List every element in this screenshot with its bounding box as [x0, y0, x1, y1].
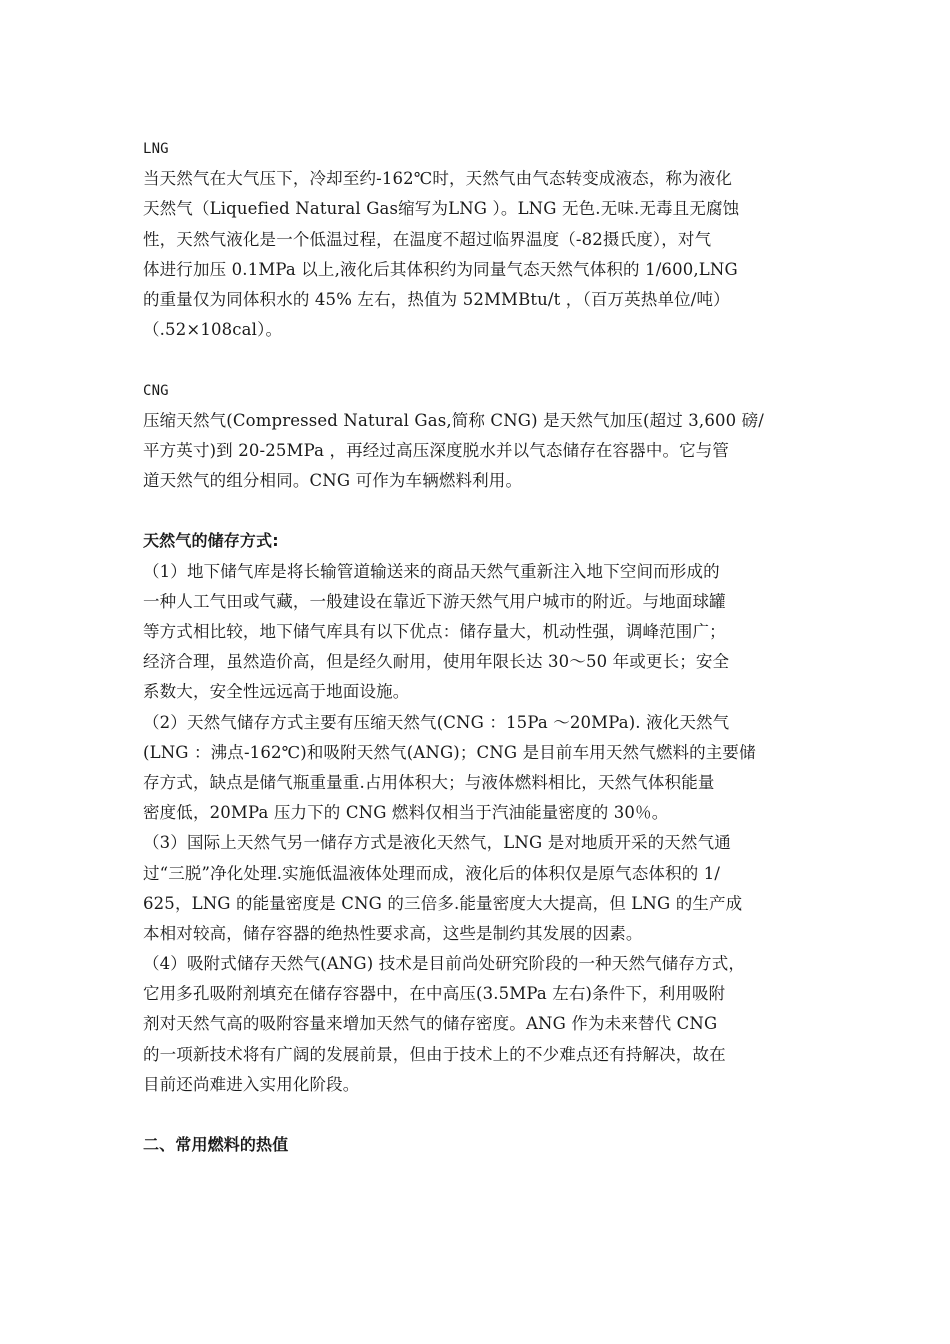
storage-line: 密度低，20MPa 压力下的 CNG 燃料仅相当于汽油能量密度的 30％。 [143, 803, 669, 823]
lng-line: 体进行加压 0.1MPa 以上,液化后其体积约为同量气态天然气体积的 1/600,LNG [143, 259, 738, 279]
lng-line: 性，天然气液化是一个低温过程，在温度不超过临界温度（-82摄氏度），对气 [143, 229, 712, 249]
spacer [143, 345, 811, 375]
spacer [143, 496, 811, 526]
section2-heading: 二、常用燃料的热值 [143, 1135, 289, 1155]
storage-line: 目前还尚难进入实用化阶段。 [143, 1074, 360, 1094]
storage-line: 过“三脱”净化处理.实施低温液体处理而成，液化后的体积仅是原气态体积的 1/ [143, 863, 721, 883]
storage-paragraphs [143, 557, 811, 1100]
storage-line: (LNG ：沸点-162℃)和吸附天然气(ANG)；CNG 是目前车用天然气燃料的主要储 [143, 742, 756, 762]
lng-line: 当天然气在大气压下，冷却至约-162℃时，天然气由气态转变成液态，称为液化 [143, 169, 733, 189]
storage-line: （1）地下储气库是将长输管道输送来的商品天然气重新注入地下空间而形成的 [143, 561, 720, 581]
storage-line: 的一项新技术将有广阔的发展前景，但由于技术上的不少难点还有持解决，故在 [143, 1044, 726, 1064]
storage-line: （4）吸附式储存天然气(ANG) 技术是目前尚处研究阶段的一种天然气储存方式， [143, 954, 746, 974]
storage-line: 本相对较高，储存容器的绝热性要求高，这些是制约其发展的因素。 [143, 923, 643, 943]
document-page [143, 134, 811, 1160]
cng-line: 压缩天然气(Compressed Natural Gas,简称 CNG) 是天然气加压(超过 3,600 磅/ [143, 410, 765, 430]
storage-line: 一种人工气田或气藏，一般建设在靠近下游天然气用户城市的附近。与地面球罐 [143, 591, 726, 611]
cng-line: 道天然气的组分相同。CNG 可作为车辆燃料利用。 [143, 471, 523, 491]
cng-heading: CNG [143, 382, 169, 399]
storage-line: 剂对天然气高的吸附容量来增加天然气的储存密度。ANG 作为未来替代 CNG [143, 1014, 718, 1034]
storage-line: （2）天然气储存方式主要有压缩天然气(CNG ：15Pa ～20MPa). 液化天然气 [143, 712, 730, 732]
lng-line: 的重量仅为同体积水的 45% 左右，热值为 52MMBtu/t ，（百万英热单位/吨） [143, 289, 730, 309]
storage-line: 存方式，缺点是储气瓶重量重.占用体积大；与液体燃料相比，天然气体积能量 [143, 772, 715, 792]
cng-paragraph [143, 406, 811, 497]
storage-line: （3）国际上天然气另一储存方式是液化天然气，LNG 是对地质开采的天然气通 [143, 833, 731, 853]
storage-line: 等方式相比较，地下储气库具有以下优点：储存量大，机动性强，调峰范围广； [143, 622, 726, 641]
lng-line: 天然气（Liquefied Natural Gas缩写为LNG ）。LNG 无色.无味.无毒且无腐蚀 [143, 199, 740, 219]
lng-paragraph [143, 164, 811, 345]
storage-line: 它用多孔吸附剂填充在储存容器中，在中高压(3.5MPa 左右)条件下，利用吸附 [143, 984, 726, 1004]
spacer [143, 1100, 811, 1130]
storage-heading: 天然气的储存方式: [143, 531, 279, 551]
cng-line: 平方英寸)到 20-25MPa ，再经过高压深度脱水并以气态储存在容器中。它与管 [143, 440, 730, 460]
storage-line: 经济合理，虽然造价高，但是经久耐用，使用年限长达 30～50 年或更长；安全 [143, 652, 730, 672]
lng-heading: LNG [143, 141, 169, 157]
lng-line: （.52×108cal）。 [143, 320, 283, 340]
storage-line: 625，LNG 的能量密度是 CNG 的三倍多.能量密度大大提高，但 LNG 的生产成 [143, 893, 743, 913]
storage-line: 系数大，安全性远远高于地面设施。 [143, 682, 410, 702]
